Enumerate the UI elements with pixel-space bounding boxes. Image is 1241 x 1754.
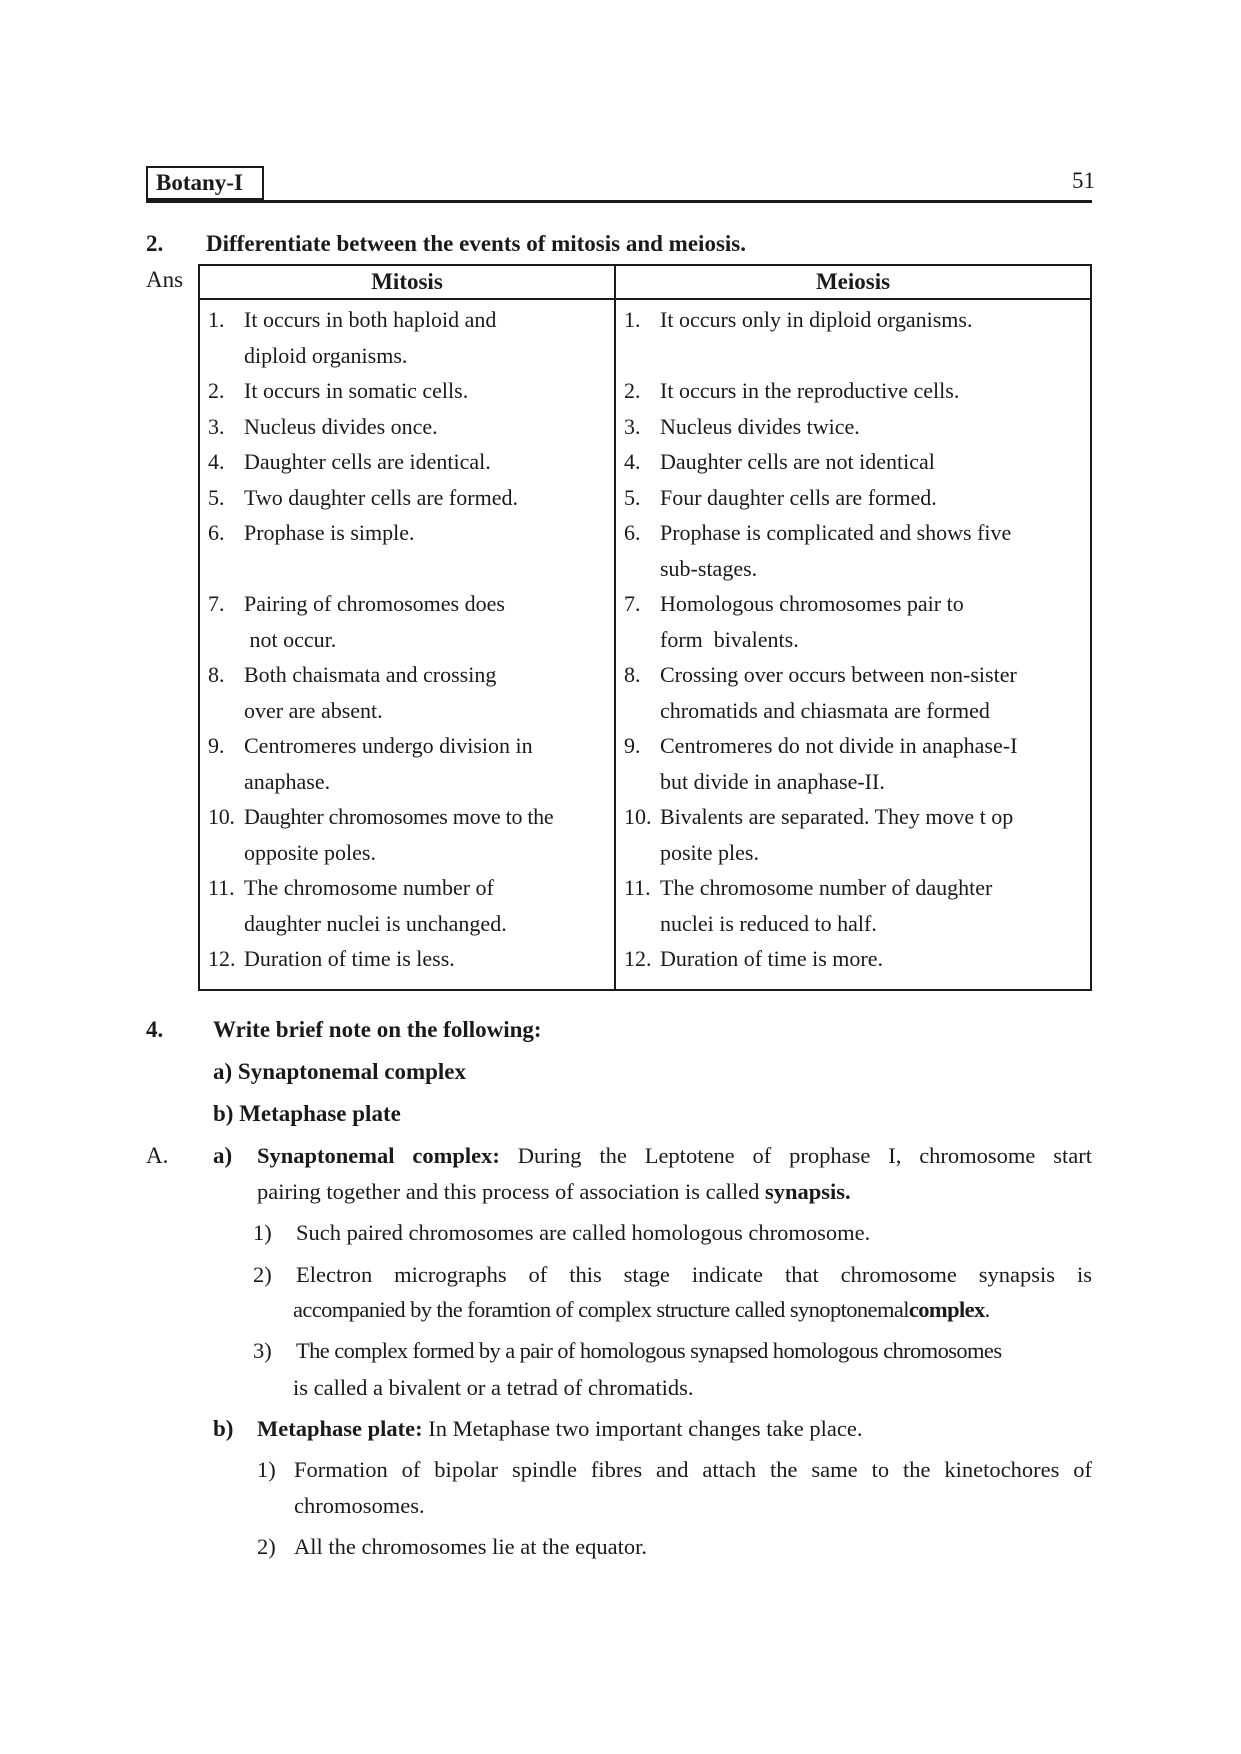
mitosis-row-number: 2. xyxy=(208,378,225,403)
table-header-mitosis: Mitosis xyxy=(371,269,443,294)
mitosis-row-text: Prophase is simple. xyxy=(244,520,415,545)
meiosis-row-9-cont xyxy=(624,764,885,800)
answer-a-label: a) xyxy=(213,1143,233,1168)
mitosis-row-2 xyxy=(208,373,468,409)
meiosis-row-text: Crossing over occurs between non-sister xyxy=(660,662,1017,687)
mitosis-row-10-cont xyxy=(208,835,376,871)
answer-b-point2: All the chromosomes lie at the equator. xyxy=(294,1534,648,1559)
mitosis-row-number: 3. xyxy=(208,413,225,439)
mitosis-row-text: The chromosome number of xyxy=(244,875,494,900)
mitosis-row-text: Nucleus divides once. xyxy=(244,413,438,439)
mitosis-row-number: 8. xyxy=(208,662,225,687)
meiosis-row-number: 11. xyxy=(624,875,651,900)
meiosis-row-text: Centromeres do not divide in anaphase-I xyxy=(660,733,1018,758)
meiosis-row-10 xyxy=(624,799,1013,835)
subject-label: Botany-I xyxy=(146,166,264,200)
mitosis-row-number: 9. xyxy=(208,733,225,758)
meiosis-row-number: 10. xyxy=(624,804,652,829)
mitosis-row-8 xyxy=(208,657,496,693)
answer-a-line2 xyxy=(257,1178,851,1206)
answer-a-point3-num: 3) xyxy=(253,1338,272,1363)
meiosis-row-text: It occurs in the reproductive cells. xyxy=(660,378,960,403)
meiosis-row-1 xyxy=(624,302,972,338)
meiosis-row-6-cont xyxy=(624,551,757,587)
meiosis-row-3 xyxy=(624,409,860,445)
meiosis-row-7-cont xyxy=(624,622,799,658)
meiosis-row-number: 9. xyxy=(624,733,641,758)
meiosis-row-8 xyxy=(624,657,1017,693)
page-number: 51 xyxy=(1072,168,1095,193)
q4-ans-label: A. xyxy=(146,1143,169,1168)
meiosis-row-number: 6. xyxy=(624,520,641,545)
q2-ans-label: Ans xyxy=(146,267,184,292)
mitosis-row-9 xyxy=(208,728,533,764)
mitosis-row-8-cont xyxy=(208,693,383,729)
meiosis-row-number: 12. xyxy=(624,946,652,971)
answer-a-point3-line2: is called a bivalent or a tetrad of chromatids. xyxy=(293,1375,694,1400)
answer-a-text2: pairing together and this process of association is called xyxy=(257,1179,760,1204)
q4-part-b: b) Metaphase plate xyxy=(213,1101,401,1126)
meiosis-row-2 xyxy=(624,373,959,409)
answer-a-point2-bold: complex xyxy=(908,1297,985,1322)
mitosis-row-3 xyxy=(208,409,438,445)
meiosis-row-text: It occurs only in diploid organisms. xyxy=(660,307,973,332)
answer-a-point3-line1: The complex formed by a pair of homologous synapsed homologous chromosomes xyxy=(296,1338,1002,1363)
answer-b-point1-line2: chromosomes. xyxy=(294,1493,425,1518)
mitosis-row-text: diploid organisms. xyxy=(244,342,408,368)
meiosis-row-number: 4. xyxy=(624,449,641,474)
meiosis-row-number: 8. xyxy=(624,662,641,687)
meiosis-row-text: Prophase is complicated and shows five xyxy=(660,520,1012,545)
meiosis-row-text: Bivalents are separated. They move t op xyxy=(660,804,1014,829)
mitosis-row-text: anaphase. xyxy=(244,768,331,794)
meiosis-row-text: The chromosome number of daughter xyxy=(660,875,993,900)
meiosis-row-text: chromatids and chiasmata are formed xyxy=(660,697,990,723)
meiosis-row-number: 1. xyxy=(624,307,641,332)
mitosis-row-5 xyxy=(208,480,518,516)
meiosis-row-text: nuclei is reduced to half. xyxy=(660,910,877,936)
q4-number: 4. xyxy=(146,1017,164,1042)
meiosis-row-12 xyxy=(624,941,883,977)
meiosis-row-5 xyxy=(624,480,937,516)
answer-b-point1-line1: Formation of bipolar spindle fibres and attach the same to the kinetochores of xyxy=(294,1457,1092,1482)
meiosis-row-text: but divide in anaphase-II. xyxy=(660,768,885,794)
mitosis-row-1 xyxy=(208,302,496,338)
meiosis-row-text: Homologous chromosomes pair to xyxy=(660,591,964,616)
mitosis-row-text: It occurs in both haploid and xyxy=(244,307,497,332)
mitosis-row-text: Centromeres undergo division in xyxy=(244,733,533,758)
comparison-table xyxy=(198,264,1092,991)
mitosis-row-number: 1. xyxy=(208,307,225,332)
mitosis-row-text: Daughter cells are identical. xyxy=(244,449,491,474)
answer-a-line1 xyxy=(257,1142,1092,1170)
meiosis-row-number: 5. xyxy=(624,484,641,510)
answer-a-point1: Such paired chromosomes are called homologous chromosome. xyxy=(296,1220,871,1245)
mitosis-row-7-cont xyxy=(208,622,336,658)
answer-a-title: Synaptonemal complex: xyxy=(257,1143,500,1168)
meiosis-row-11-cont xyxy=(624,906,877,942)
answer-b-title: Metaphase plate: xyxy=(257,1416,423,1441)
mitosis-row-text: It occurs in somatic cells. xyxy=(244,378,469,403)
mitosis-row-number: 5. xyxy=(208,484,225,510)
mitosis-row-9-cont xyxy=(208,764,330,800)
meiosis-row-8-cont xyxy=(624,693,990,729)
meiosis-row-10-cont xyxy=(624,835,759,871)
answer-a-point1-num: 1) xyxy=(253,1220,272,1245)
meiosis-row-number: 7. xyxy=(624,591,641,616)
answer-a-point2-line2 xyxy=(293,1296,990,1324)
q2-number: 2. xyxy=(146,231,164,256)
answer-a-point2-end: . xyxy=(984,1297,990,1322)
meiosis-row-text: sub-stages. xyxy=(660,555,758,581)
answer-a-point2-num: 2) xyxy=(253,1262,272,1287)
meiosis-row-number: 2. xyxy=(624,378,641,403)
meiosis-row-text: Nucleus divides twice. xyxy=(660,413,860,439)
meiosis-row-6 xyxy=(624,515,1011,551)
answer-b-label: b) xyxy=(213,1416,234,1441)
meiosis-row-text: Four daughter cells are formed. xyxy=(660,484,937,510)
mitosis-row-6 xyxy=(208,515,415,551)
table-header-meiosis: Meiosis xyxy=(815,269,891,294)
meiosis-row-11 xyxy=(624,870,992,906)
meiosis-row-number: 3. xyxy=(624,413,641,439)
meiosis-row-9 xyxy=(624,728,1017,764)
mitosis-row-1-cont xyxy=(208,338,407,374)
answer-a-text1: During the Leptotene of prophase I, chromosome start xyxy=(517,1143,1093,1168)
answer-b-point1-num: 1) xyxy=(257,1457,276,1482)
mitosis-row-text: daughter nuclei is unchanged. xyxy=(244,910,507,936)
mitosis-row-7 xyxy=(208,586,505,622)
meiosis-row-text: posite ples. xyxy=(660,839,759,865)
mitosis-row-11 xyxy=(208,870,494,906)
meiosis-row-7 xyxy=(624,586,964,622)
table-header-rule xyxy=(200,298,1090,300)
meiosis-row-4 xyxy=(624,444,935,480)
mitosis-row-text: Pairing of chromosomes does xyxy=(244,591,505,616)
meiosis-row-text: form bivalents. xyxy=(660,626,799,652)
q2-question: Differentiate between the events of mitosis and meiosis. xyxy=(206,231,746,256)
mitosis-row-text: Both chaismata and crossing xyxy=(244,662,497,687)
mitosis-row-number: 12. xyxy=(208,946,236,971)
mitosis-row-10 xyxy=(208,799,553,835)
mitosis-row-number: 6. xyxy=(208,520,225,545)
q4-question: Write brief note on the following: xyxy=(213,1017,542,1042)
answer-b-text: In Metaphase two important changes take place. xyxy=(428,1416,863,1441)
mitosis-row-12 xyxy=(208,941,455,977)
mitosis-row-text: over are absent. xyxy=(244,697,383,723)
mitosis-row-11-cont xyxy=(208,906,507,942)
answer-b-line1 xyxy=(257,1415,862,1443)
meiosis-row-text: Daughter cells are not identical xyxy=(660,449,935,474)
mitosis-row-number: 7. xyxy=(208,591,225,616)
mitosis-row-text: opposite poles. xyxy=(244,839,376,865)
mitosis-row-4 xyxy=(208,444,491,480)
mitosis-row-text: Two daughter cells are formed. xyxy=(244,484,518,510)
table-column-divider xyxy=(614,266,616,989)
mitosis-row-number: 11. xyxy=(208,875,235,900)
mitosis-row-text: not occur. xyxy=(244,626,337,652)
header-rule xyxy=(146,200,1092,203)
mitosis-row-number: 10. xyxy=(208,804,235,829)
meiosis-row-text: Duration of time is more. xyxy=(660,946,884,971)
answer-a-point2-line1: Electron micrographs of this stage indicate that chromosome synapsis is xyxy=(296,1262,1092,1287)
answer-a-synapsis: synapsis. xyxy=(765,1179,851,1204)
answer-a-point2-text: accompanied by the foramtion of complex structure called synoptonemal xyxy=(293,1297,909,1322)
mitosis-row-text: Duration of time is less. xyxy=(244,946,455,971)
answer-b-point2-num: 2) xyxy=(257,1534,276,1559)
mitosis-row-number: 4. xyxy=(208,449,225,474)
mitosis-row-text: Daughter chromosomes move to the xyxy=(244,804,554,829)
q4-part-a: a) Synaptonemal complex xyxy=(213,1059,466,1084)
